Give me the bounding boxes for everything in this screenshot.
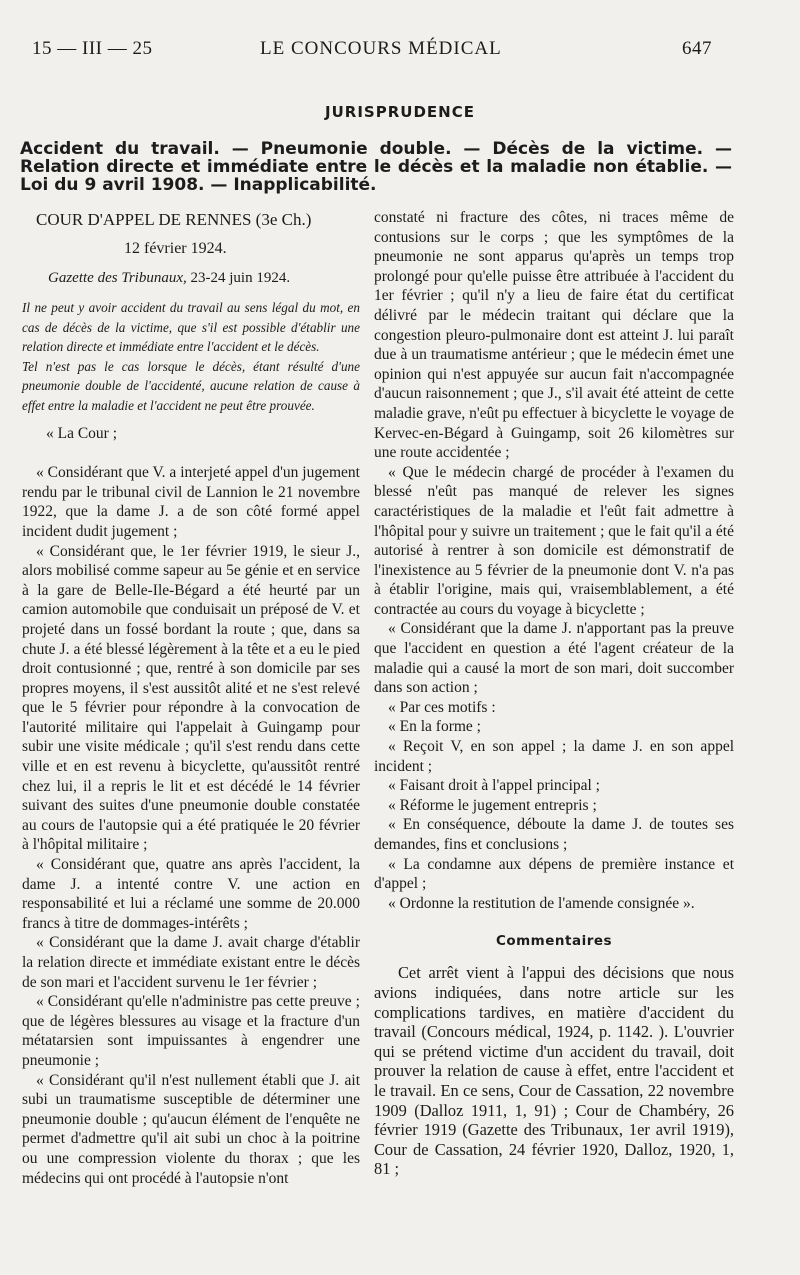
- judgment-paragraph: « La condamne aux dépens de première instance et d'appel ;: [374, 855, 734, 893]
- page-number: 647: [682, 38, 712, 59]
- source-title: Gazette des Tribunaux,: [48, 270, 187, 286]
- judgment-paragraph: constaté ni fracture des côtes, ni traces même de contusions sur le corps ; que les symptômes de la pneumonie ne sont apparus qu'après un temps trop prolongé pour qu'elle puisse être attribuée à l'accident du 1er février ; qu'il n'y a lieu de faire état du certificat délivré par le médecin traitant qui déclare que la congestion pleuro-pulmonaire dont est atteint J. lui paraît due à un traumatisme antérieur ; que le médecin émet une opinion qui n'est appuyée sur aucun fait n'accompagnée d'aucun raisonnement ; que J., s'il avait été atteint de cette maladie grave, n'eût pu effectuer à bicyclette le voyage de Kervec-en-Bégard à Guingamp, soit 26 kilomètres sur une route accidentée ;: [374, 209, 734, 462]
- judgment-paragraph: « Ordonne la restitution de l'amende consignée ».: [388, 894, 695, 912]
- court-name: COUR D'APPEL DE RENNES (3e Ch.): [36, 210, 312, 229]
- left-column: [22, 208, 360, 1188]
- commentary-paragraph: Cet arrêt vient à l'appui des décisions que nous avions indiquées, dans notre article sur les complications tardives, en matière d'accident du travail (Concours médical, 1924, p. 1142. ). L'ouvrier qui se prétend victime d'un accident du travail, doit prouver la relation de cause à effet, entre l'accident et le travail. En ce sens, Cour de Cassation, 22 novembre 1909 (Dalloz 1911, 1, 91) ; Cour de Chambéry, 26 février 1919 (Gazette des Tribunaux, 1er avril 1919), Cour de Cassation, 24 février 1920, Dalloz, 1920, 1, 81 ;: [374, 963, 734, 1179]
- judgment-paragraph: « Considérant que, quatre ans après l'accident, la dame J. a intenté contre V. une action en responsabilité et lui a réclamé une somme de 20.000 francs à titre de dommages-intérêts ;: [22, 856, 360, 932]
- judgment-opening: « La Cour ;: [46, 424, 118, 442]
- judgment-text-right: [374, 208, 734, 913]
- judgment-text-left: [22, 424, 360, 1189]
- source-date: 23-24 juin 1924.: [190, 270, 291, 286]
- judgment-paragraph: « Que le médecin chargé de procéder à l'examen du blessé n'eût pas manqué de relever les signes caractéristiques de la maladie et l'eût fait admettre à l'hôpital pour y suivre un traitement ; que le fait qu'il a été autorisé à rentrer à son domicile est démonstratif de l'inexistence au 5 février de la pneumonie dont V. n'a pas à établir l'origine, mais qui, vraisemblablement, a été contractée au cours du voyage à bicyclette ;: [374, 463, 734, 618]
- issue-date: 15 — III — 25: [32, 38, 153, 59]
- judgment-paragraph: « Reçoit V, en son appel ; la dame J. en son appel incident ;: [374, 738, 734, 775]
- judgment-paragraph: « Par ces motifs :: [388, 698, 496, 716]
- judgment-paragraph: « Considérant qu'elle n'administre pas cette preuve ; que de légères blessures au visage et la fracture d'un métatarsien sont impuissantes à engendrer une pneumonie ;: [22, 993, 360, 1069]
- judgment-paragraph: « En la forme ;: [388, 718, 481, 736]
- commentary-title: Commentaires: [495, 933, 613, 950]
- judgment-paragraph: « Faisant droit à l'appel principal ;: [388, 777, 600, 795]
- case-summary: [22, 298, 360, 416]
- judgment-paragraph: « Considérant que la dame J. avait charge d'établir la relation directe et immédiate existant entre le décès de son mari et l'accident survenu le 1er février ;: [22, 934, 360, 991]
- judgment-paragraph: « Considérant que, le 1er février 1919, le sieur J., alors mobilisé comme sapeur au 5e génie et en service à la gare de Belle-Ile-Bégard a été heurté par un camion automobile que conduisait un préposé de V. et projeté dans un fossé bordant la route ; que, dans sa chute J. a été blessé légèrement à la tête et a eu le pied droit contusionné ; que, rentré à son domicile par ses propres moyens, il s'est aussitôt alité et ne s'est relevé que le 5 février pour répondre à la convocation de l'autorité militaire qui l'appelait à Guingamp pour subir une visite médicale ; qu'il s'est rendu dans cette ville et en est revenu à bicyclette, qu'aussitôt rentré chez lui, il a repris le lit et est décédé le 14 février suivant des suites d'une pneumonie double constatée au cours de l'autopsie qui a été pratiquée le 20 février à l'hôpital militaire ;: [22, 542, 360, 854]
- judgment-paragraph: « Considérant que la dame J. n'apportant pas la preuve que l'accident en question a été l'agent créateur de la maladie qui a causé la mort de son mari, doit succomber dans son action ;: [374, 620, 734, 697]
- commentary-text: [374, 963, 734, 1179]
- right-column: [374, 208, 734, 1179]
- judgment-paragraph: « En conséquence, déboute la dame J. de toutes ses demandes, fins et conclusions ;: [374, 816, 734, 853]
- source-citation: [48, 266, 360, 290]
- case-headline: Accident du travail. — Pneumonie double. — Décès de la victime. — Relation directe et immédiate entre le décès et la maladie non établie. — Loi du 9 avril 1908. — Inapplicabilité.: [20, 139, 732, 195]
- decision-date: 12 février 1924.: [124, 240, 227, 257]
- summary-paragraph: Il ne peut y avoir accident du travail au sens légal du mot, en cas de décès de la victime, que s'il est possible d'établir une relation directe et immédiate entre l'accident et le décès.: [22, 300, 360, 355]
- journal-title: LE CONCOURS MÉDICAL: [260, 38, 502, 59]
- judgment-paragraph: « Considérant que V. a interjeté appel d'un jugement rendu par le tribunal civil de Lannion le 21 novembre 1922, que la dame J. a de son côté formé appel incident dudit jugement ;: [22, 464, 360, 540]
- judgment-paragraph: « Considérant qu'il n'est nullement établi que J. ait subi un traumatisme susceptible de déterminer une pneumonie double ; qu'aucun élément de l'enquête ne permet d'admettre qu'il ait subi un choc à la poitrine ou une compression violente du thorax ; que les médecins qui ont procédé à l'autopsie n'ont: [22, 1071, 360, 1187]
- summary-paragraph: Tel n'est pas le cas lorsque le décès, étant résulté d'une pneumonie double de l'accidenté, aucune relation de cause à effet entre la maladie et l'accident ne peut être prouvée.: [22, 358, 360, 413]
- section-title: JURISPRUDENCE: [325, 103, 475, 121]
- judgment-paragraph: « Réforme le jugement entrepris ;: [388, 796, 597, 814]
